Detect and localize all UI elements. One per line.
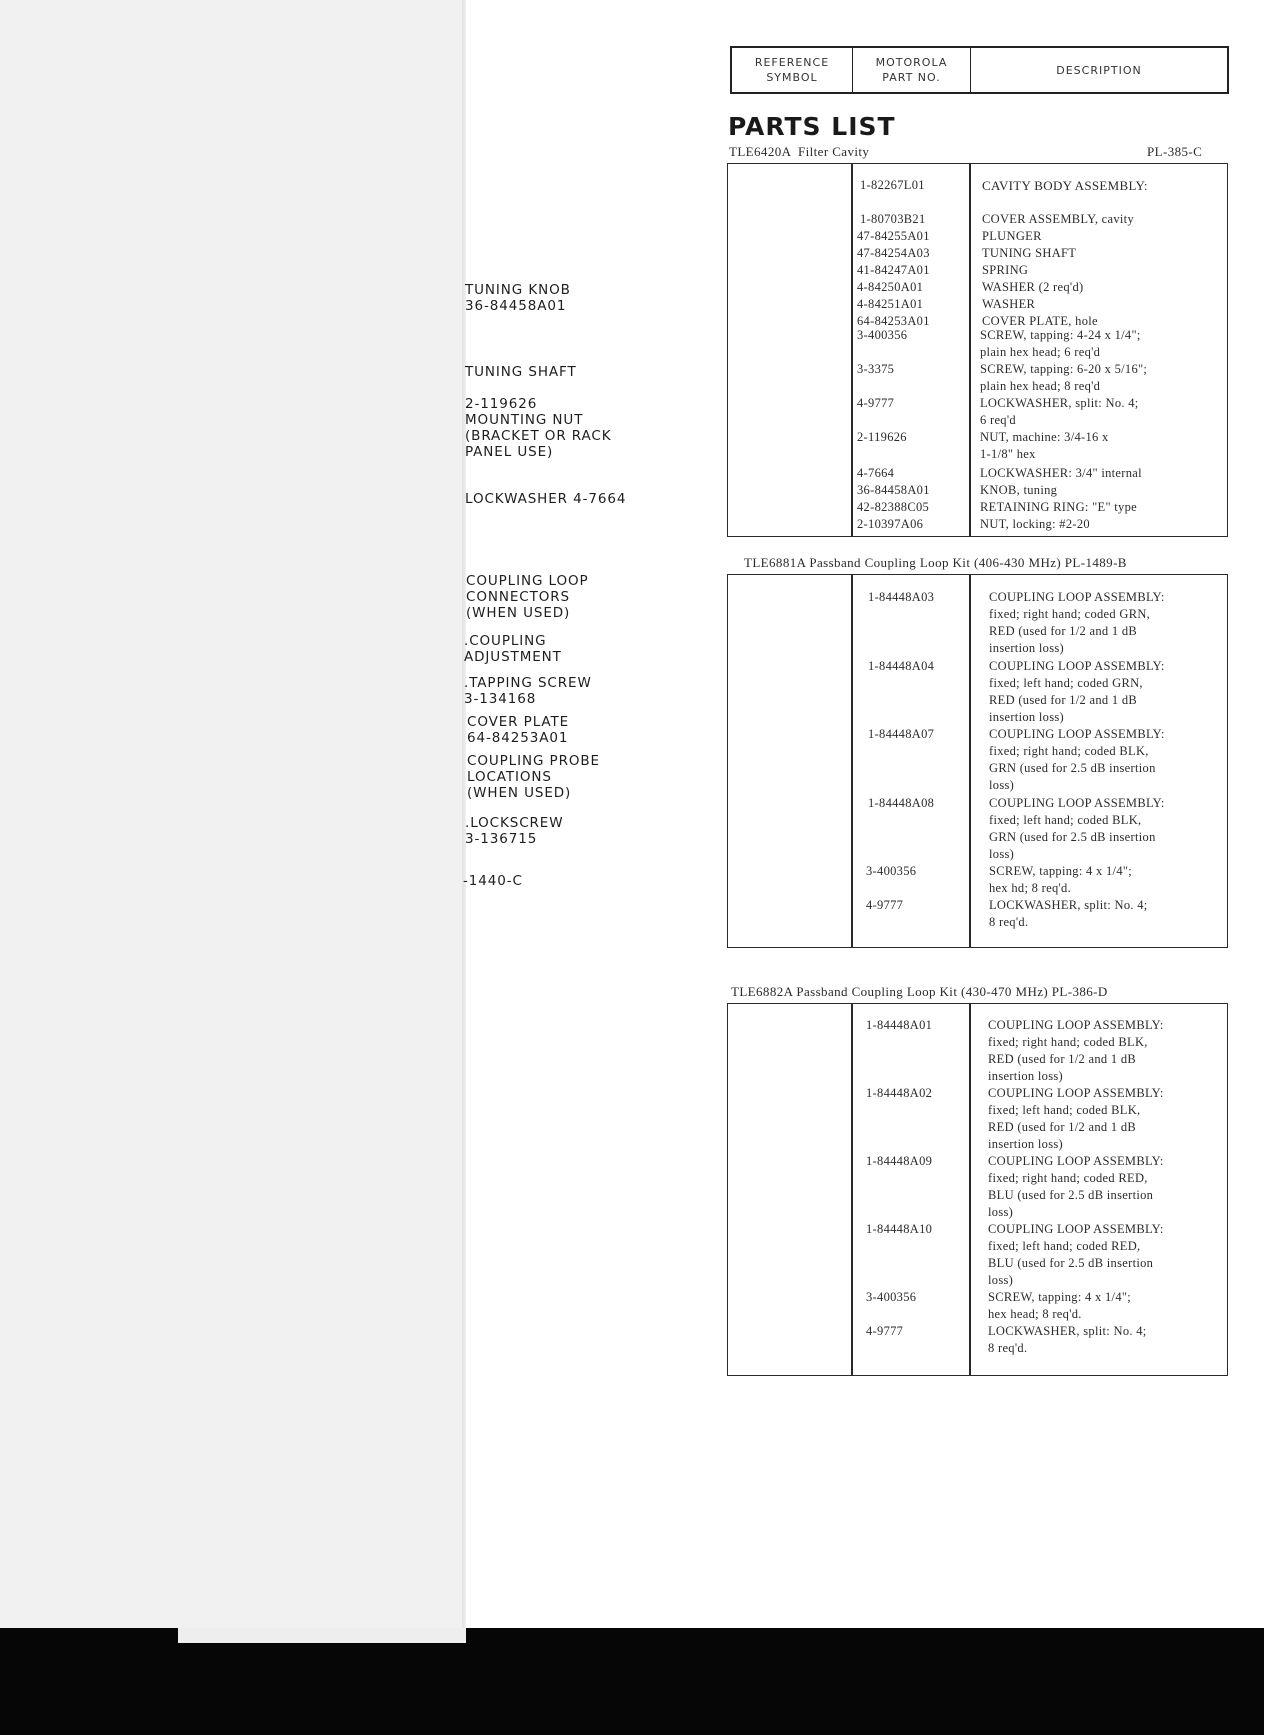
s2-desc-1: COUPLING LOOP ASSEMBLY: fixed; right hand; coded GRN, RED (used for 1/2 and 1 dB insertion loss)	[989, 590, 1165, 655]
s1-desc-2: COVER ASSEMBLY, cavity	[982, 212, 1135, 226]
column-header-box	[730, 46, 1229, 94]
s1-part-6: 4-84250A01	[857, 280, 924, 294]
s1-desc-7: WASHER	[982, 297, 1036, 311]
callout-tuning-knob: TUNING KNOB 36-84458A01	[465, 282, 571, 314]
callout-tapping-screw: .TAPPING SCREW 3-134168	[464, 675, 592, 707]
s3-desc-3: COUPLING LOOP ASSEMBLY: fixed; right hand; coded RED, BLU (used for 2.5 dB insertion loss)	[988, 1154, 1164, 1219]
s1-desc-10: SCREW, tapping: 6-20 x 5/16"; plain hex head; 8 req'd	[980, 362, 1148, 393]
s2-desc-2: COUPLING LOOP ASSEMBLY: fixed; left hand; coded GRN, RED (used for 1/2 and 1 dB insertion loss)	[989, 659, 1165, 724]
header-description: DESCRIPTION	[1056, 63, 1142, 77]
s1-desc-14: KNOB, tuning	[980, 483, 1058, 497]
scan-page-edge-strip	[178, 1628, 466, 1643]
s3-desc-5: SCREW, tapping: 4 x 1/4"; hex head; 8 req'd.	[988, 1290, 1132, 1321]
s3-part-3: 1-84448A09	[866, 1154, 933, 1168]
s1-part-9: 3-400356	[857, 328, 908, 342]
s1-part-14: 36-84458A01	[857, 483, 930, 497]
callout-lockwasher: LOCKWASHER 4-7664	[465, 491, 627, 507]
s1-desc-6: WASHER (2 req'd)	[982, 280, 1084, 294]
s1-desc-11: LOCKWASHER, split: No. 4; 6 req'd	[980, 396, 1139, 427]
s3-part-1: 1-84448A01	[866, 1018, 933, 1032]
s1-desc-4: TUNING SHAFT	[982, 246, 1077, 260]
callout-coupling-adjustment: .COUPLING ADJUSTMENT	[464, 633, 562, 665]
s1-part-16: 2-10397A06	[857, 517, 924, 531]
s2-part-5: 3-400356	[866, 864, 917, 878]
s3-desc-6: LOCKWASHER, split: No. 4; 8 req'd.	[988, 1324, 1147, 1355]
scan-bottom-edge	[0, 1628, 1264, 1735]
s3-part-6: 4-9777	[866, 1324, 904, 1338]
s3-desc-2: COUPLING LOOP ASSEMBLY: fixed; left hand; coded BLK, RED (used for 1/2 and 1 dB insertion loss)	[988, 1086, 1164, 1151]
s1-desc-8: COVER PLATE, hole	[982, 314, 1098, 328]
s2-desc-3: COUPLING LOOP ASSEMBLY: fixed; right hand; coded BLK, GRN (used for 2.5 dB insertion loss)	[989, 727, 1165, 792]
s3-part-4: 1-84448A10	[866, 1222, 933, 1236]
header-reference-symbol: REFERENCE SYMBOL	[732, 48, 853, 92]
section-1-code: PL-385-C	[1147, 144, 1203, 159]
s3-part-5: 3-400356	[866, 1290, 917, 1304]
s1-part-2: 1-80703B21	[860, 212, 926, 226]
callout-mounting-nut: 2-119626 MOUNTING NUT (BRACKET OR RACK PANEL USE)	[465, 396, 612, 460]
s1-part-15: 42-82388C05	[857, 500, 930, 514]
s1-desc-1: CAVITY BODY ASSEMBLY:	[982, 178, 1148, 193]
s2-desc-4: COUPLING LOOP ASSEMBLY: fixed; left hand; coded BLK, GRN (used for 2.5 dB insertion loss)	[989, 796, 1165, 861]
s2-part-6: 4-9777	[866, 898, 904, 912]
callout-tuning-shaft: TUNING SHAFT	[465, 364, 577, 380]
s3-desc-4: COUPLING LOOP ASSEMBLY: fixed; left hand; coded RED, BLU (used for 2.5 dB insertion loss)	[988, 1222, 1164, 1287]
s1-part-5: 41-84247A01	[857, 263, 930, 277]
s1-part-3: 47-84255A01	[857, 229, 930, 243]
s1-desc-13: LOCKWASHER: 3/4" internal	[980, 466, 1142, 480]
parts-table-tle6420a	[727, 163, 1228, 537]
page-title: PARTS LIST	[728, 112, 896, 141]
s1-desc-12: NUT, machine: 3/4-16 x 1-1/8" hex	[980, 430, 1109, 461]
s1-part-10: 3-3375	[857, 362, 895, 376]
s1-part-13: 4-7664	[857, 466, 895, 480]
s1-part-7: 4-84251A01	[857, 297, 924, 311]
s1-part-8: 64-84253A01	[857, 314, 930, 328]
s2-desc-6: LOCKWASHER, split: No. 4; 8 req'd.	[989, 898, 1148, 929]
figure-number: -1440-C	[463, 873, 523, 889]
s2-part-1: 1-84448A03	[868, 590, 935, 604]
callout-lockscrew: .LOCKSCREW 3-136715	[465, 815, 564, 847]
scan-facing-page	[0, 0, 466, 1640]
callout-cover-plate: COVER PLATE 64-84253A01	[467, 714, 570, 746]
s1-desc-15: RETAINING RING: "E" type	[980, 500, 1138, 514]
section-1-title: TLE6420A Filter Cavity	[729, 144, 870, 159]
s2-desc-5: SCREW, tapping: 4 x 1/4"; hex hd; 8 req'd.	[989, 864, 1133, 895]
s1-part-11: 4-9777	[857, 396, 895, 410]
callout-coupling-probe: COUPLING PROBE LOCATIONS (WHEN USED)	[467, 753, 600, 801]
s3-desc-1: COUPLING LOOP ASSEMBLY: fixed; right hand; coded BLK, RED (used for 1/2 and 1 dB insertion loss)	[988, 1018, 1164, 1083]
s2-part-3: 1-84448A07	[868, 727, 935, 741]
s1-desc-5: SPRING	[982, 263, 1029, 277]
s1-desc-9: SCREW, tapping: 4-24 x 1/4"; plain hex head; 6 req'd	[980, 328, 1141, 359]
section-2-title: TLE6881A Passband Coupling Loop Kit (406-430 MHz) PL-1489-B	[744, 555, 1127, 570]
s1-desc-3: PLUNGER	[982, 229, 1042, 243]
header-part-number: MOTOROLA PART NO.	[853, 48, 971, 92]
s1-part-12: 2-119626	[857, 430, 907, 444]
callout-coupling-loop-connectors: COUPLING LOOP CONNECTORS (WHEN USED)	[466, 573, 589, 621]
s2-part-2: 1-84448A04	[868, 659, 935, 673]
s2-part-4: 1-84448A08	[868, 796, 935, 810]
s1-desc-16: NUT, locking: #2-20	[980, 517, 1090, 531]
s1-part-4: 47-84254A03	[857, 246, 930, 260]
s3-part-2: 1-84448A02	[866, 1086, 933, 1100]
section-3-title: TLE6882A Passband Coupling Loop Kit (430-470 MHz) PL-386-D	[731, 984, 1108, 999]
s1-part-1: 1-82267L01	[860, 178, 925, 192]
